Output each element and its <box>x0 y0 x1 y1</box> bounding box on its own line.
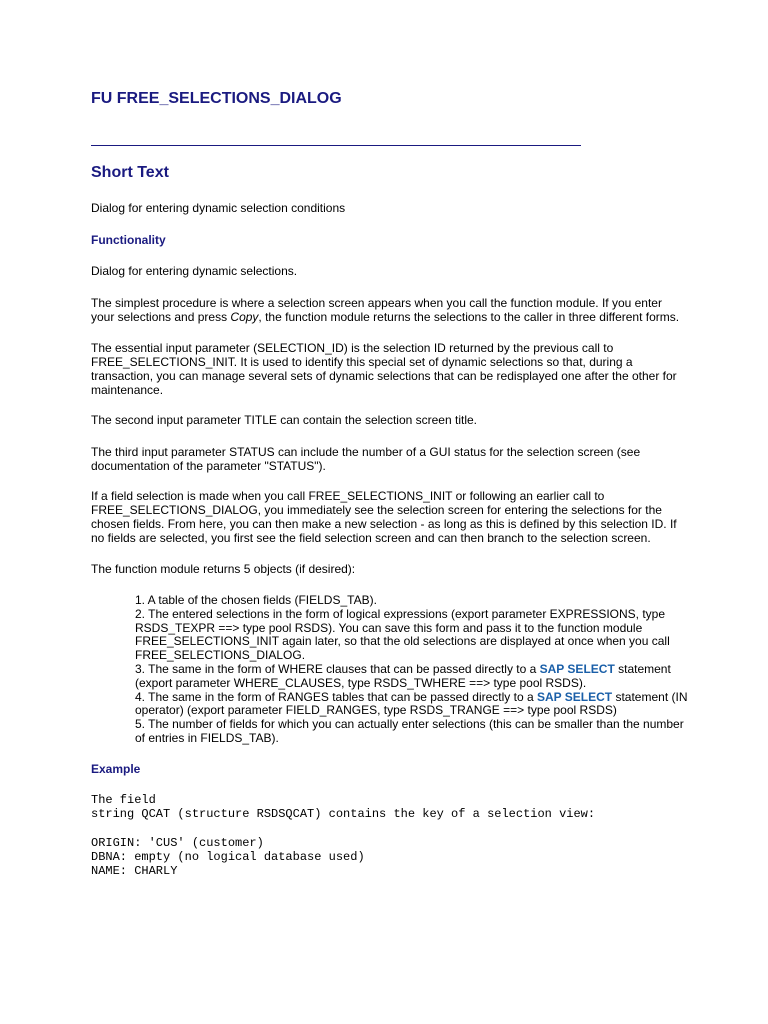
paragraph-1: Dialog for entering dynamic selections. <box>91 264 298 278</box>
paragraph-6: If a field selection is made when you call FREE_SELECTIONS_INIT or following an earlier call to FREE_SELECTIONS_DIALOG, you immediately see the selection screen for entering the selections for the chosen fields. From here, you can then make a new selection - as long as this is defined by this selection ID. If no fields are selected, you first see the field selection screen and can then branch to the selection screen. <box>91 489 677 545</box>
example-code-2: ORIGIN: 'CUS' (customer) DBNA: empty (no logical database used) NAME: CHARLY <box>91 836 365 878</box>
list-item-text: statement (IN operator) (export parameter FIELD_RANGES, type RSDS_TRANGE ==> type pool RSDS) <box>135 689 688 718</box>
list-item <box>135 663 695 691</box>
example-code-1: The field string QCAT (structure RSDSQCAT) contains the key of a selection view: <box>91 793 596 821</box>
document-title: FU FREE_SELECTIONS_DIALOG <box>91 90 342 107</box>
paragraph-3: The essential input parameter (SELECTION_ID) is the selection ID returned by the previous call to FREE_SELECTIONS_INIT. It is used to identify this special set of dynamic selections so that, during a transaction, you can manage several sets of dynamic selections that can be redisplayed one after the other for maintenance. <box>91 341 677 397</box>
list-item: 2. The entered selections in the form of logical expressions (export parameter EXPRESSIONS, type RSDS_TEXPR ==> type pool RSDS). You can save this form and pass it to the function module FREE_SELECTIONS_INIT again later, so that the old selections are displayed at once when you call FREE_SELECTIONS_DIALOG. <box>135 606 670 663</box>
list-item: 5. The number of fields for which you can actually enter selections (this can be smaller than the number of entries in FIELDS_TAB). <box>135 717 684 745</box>
copy-term: Copy <box>230 310 259 324</box>
list-item-text: 3. The same in the form of WHERE clauses that can be passed directly to a <box>135 661 540 676</box>
list-item: 1. A table of the chosen fields (FIELDS_TAB). <box>135 593 377 607</box>
sap-select-link[interactable]: SAP SELECT <box>539 661 615 676</box>
subheading-example: Example <box>91 762 141 776</box>
paragraph-2-text-a: The simplest procedure is where a selection screen appears when you call the function module. If you enter your selections and press <box>91 296 662 324</box>
subheading-functionality: Functionality <box>91 233 166 247</box>
title-divider <box>91 145 581 146</box>
paragraph-2-text-b: , the function module returns the selections to the caller in three different forms. <box>258 310 680 324</box>
paragraph-2 <box>91 296 687 324</box>
sap-select-link[interactable]: SAP SELECT <box>536 689 613 704</box>
section-heading-short-text: Short Text <box>91 164 169 181</box>
list-item-text: statement (export parameter WHERE_CLAUSES, type RSDS_TWHERE ==> type pool RSDS). <box>135 661 671 690</box>
list-item <box>135 691 695 719</box>
short-text-body: Dialog for entering dynamic selection conditions <box>91 201 346 215</box>
paragraph-5: The third input parameter STATUS can include the number of a GUI status for the selection screen (see documentation of the parameter "STATUS"). <box>91 445 641 473</box>
list-item-text: 4. The same in the form of RANGES tables that can be passed directly to a <box>135 689 537 704</box>
paragraph-4: The second input parameter TITLE can contain the selection screen title. <box>91 413 477 427</box>
paragraph-7: The function module returns 5 objects (if desired): <box>91 562 356 576</box>
returns-list <box>135 594 695 746</box>
